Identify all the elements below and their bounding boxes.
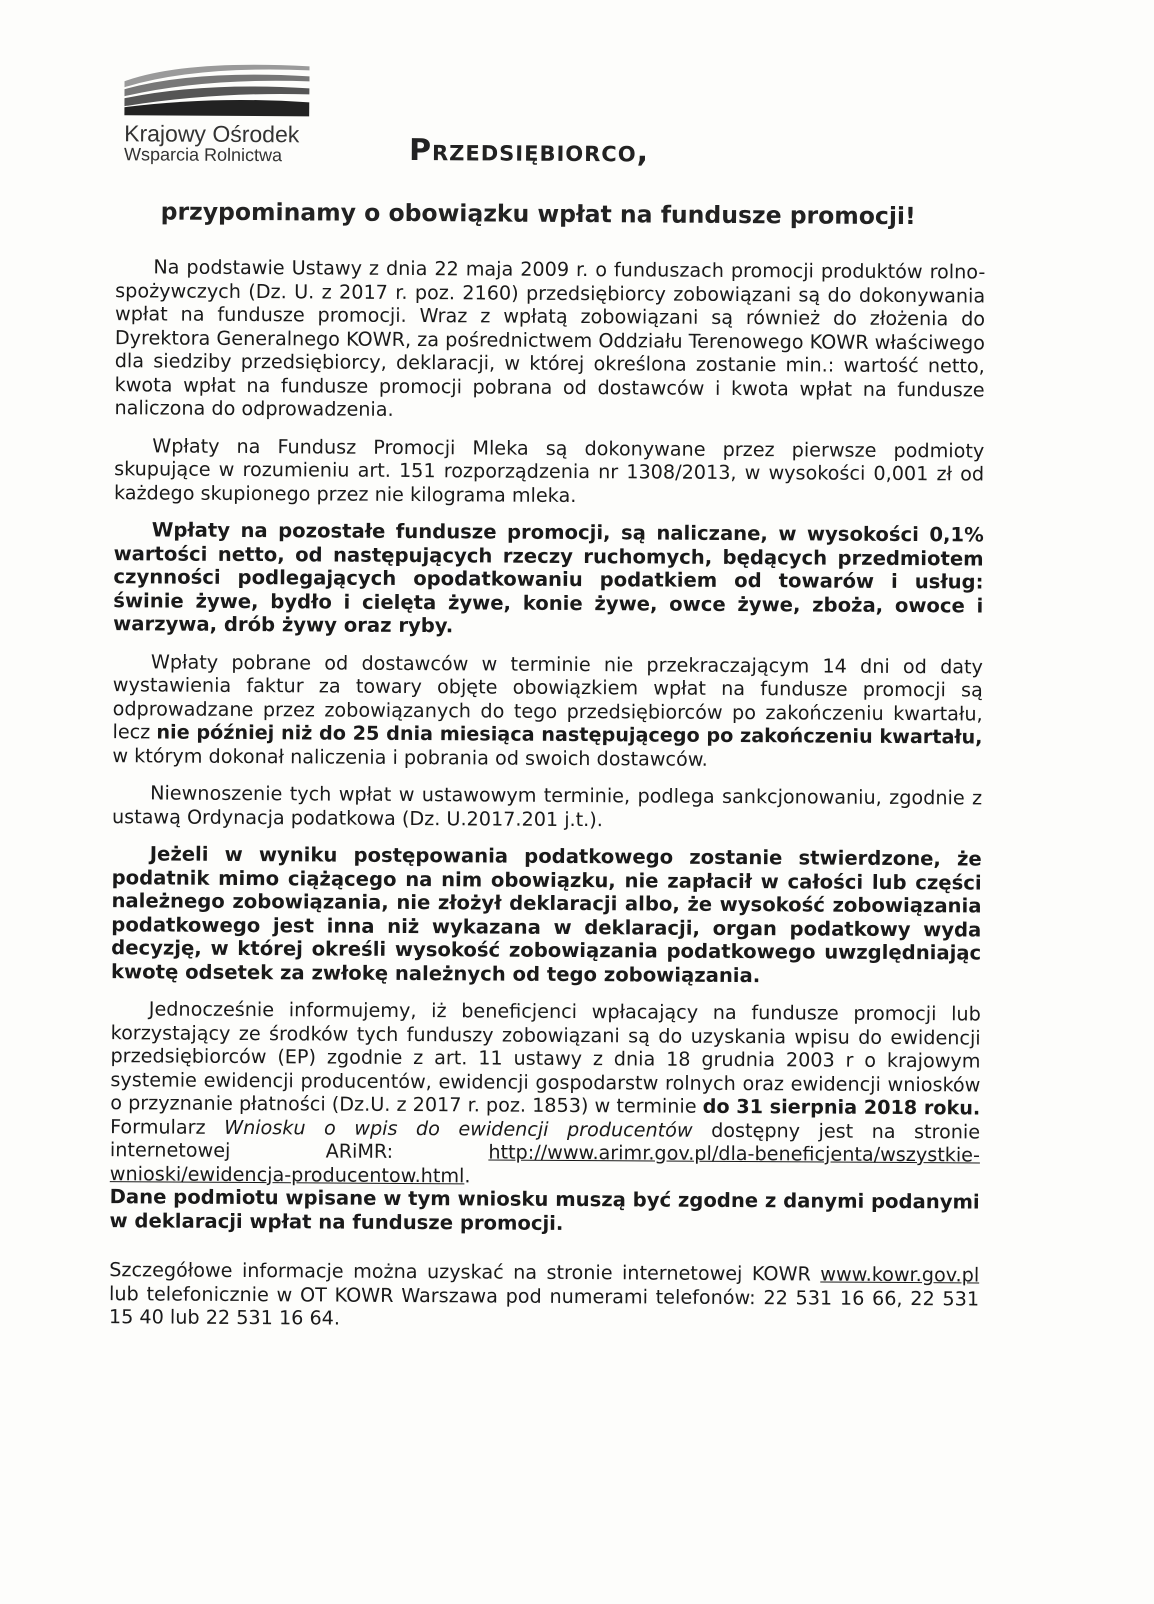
- page-subtitle: przypominamy o obowiązku wpłat na fundusze promocji!: [160, 197, 916, 231]
- p9-text-a: Szczegółowe informacje można uzyskać na stronie internetowej KOWR: [109, 1258, 821, 1286]
- p7-form-name: Wniosku o wpis do ewidencji producentów: [224, 1115, 693, 1142]
- paragraph-contact: [109, 1258, 979, 1334]
- p4-text-c: w którym dokonał naliczenia i pobrania od swoich dostawców.: [112, 743, 708, 771]
- logo-line-2: Wsparcia Rolnictwa: [123, 144, 283, 166]
- kowr-logo: [124, 59, 325, 165]
- paragraph-sanctions: Niewnoszenie tych wpłat w ustawowym terminie, podlega sankcjonowaniu, zgodnie z ustawą Ordynacja podatkowa (Dz. U.2017.201 j.t.).: [111, 781, 983, 831]
- page-title: Przedsiębiorco,: [408, 132, 650, 170]
- paragraph-milk-fund: Wpłaty na Fundusz Promocji Mleka są dokonywane przez pierwsze podmioty skupujące w rozumieniu art. 151 rozporządzenia nr 1308/2013, w wysokości 0,001 zł od każdego skupionego przez nie kilograma mleka.: [113, 433, 985, 507]
- paragraph-data-consistency: Dane podmiotu wpisane w tym wniosku muszą być zgodne z danymi podanymi w deklaracji wpłat na fundusze promocji.: [109, 1185, 980, 1235]
- arimr-link[interactable]: http://www.arimr.gov.pl/dla-beneficjenta/wszystkie-wnioski/ewidencja-producentow.html: [109, 1140, 981, 1187]
- p7-deadline-bold: do 31 sierpnia 2018 roku.: [702, 1094, 981, 1120]
- p7-text-c: Formularz: [110, 1114, 225, 1139]
- kowr-logo-stripes-icon: [124, 59, 309, 118]
- p7-text-a: Jednocześnie informujemy, iż beneficjenci wpłacający na fundusze promocji lub korzystający ze środków tych funduszy zobowiązani są do uzyskania wpisu do ewidencji przedsiębiorców (EP) zgodnie z art. 11 ustawy z dnia 18 grudnia 2003 r o krajowym systemie ewidencji producentów, ewidencji gospodarstw rolnych oraz ewidencji wniosków o przyznanie płatności (Dz.U. z 2017 r. poz. 1853) w terminie: [110, 997, 981, 1118]
- p4-text-a: Wpłaty pobrane od dostawców w terminie nie przekraczającym 14 dni od daty wystawienia faktur za towary objęte obowiązkiem wpłat na fundusze promocji są odprowadzane przez zobowiązanych do tego przedsiębiorców po zakończeniu kwartału, lecz: [112, 649, 984, 744]
- p9-text-b: lub telefonicznie w OT KOWR Warszawa pod numerami telefonów: 22 531 16 66, 22 531 15 40 lub 22 531 16 64.: [108, 1281, 980, 1330]
- paragraph-other-funds: Wpłaty na pozostałe fundusze promocji, są naliczane, w wysokości 0,1% wartości netto, od następujących rzeczy ruchomych, będących przedmiotem czynności podlegających opodatkowaniu podatkiem od towarów i usług: świnie żywe, bydło i cielęta żywe, konie żywe, owce żywe, zboża, owoce i warzywa, drób żywy oraz ryby.: [113, 518, 984, 638]
- document-body: [109, 255, 986, 1348]
- p7-text-f: .: [464, 1163, 471, 1187]
- paragraph-legal-basis: Na podstawie Ustawy z dnia 22 maja 2009 r. o funduszach promocji produktów rolno-spożywczych (Dz. U. z 2017 r. poz. 2160) przedsiębiorcy zobowiązani są do dokonywania wpłat na fundusze promocji. Wraz z wpłatą zobowiązani są również do złożenia do Dyrektora Generalnego KOWR, za pośrednictwem Oddziału Terenowego KOWR właściwego dla siedziby przedsiębiorcy, deklaracji, w której określona zostanie min.: wartość netto, kwota wpłat na fundusze promocji pobrana od dostawców i kwota wpłat na fundusze naliczona do odprowadzenia.: [114, 255, 986, 421]
- kowr-website-link[interactable]: www.kowr.gov.pl: [820, 1262, 980, 1287]
- paragraph-tax-decision: Jeżeli w wyniku postępowania podatkowego zostanie stwierdzone, że podatnik mimo ciążącego na nim obowiązku, nie zapłacił w całości lub części należnego zobowiązania, nie złożył deklaracji albo, że wysokość zobowiązania podatkowego jest inna niż wykazana w deklaracji, organ podatkowy wyda decyzję, w której określi wysokość zobowiązania podatkowego uwzględniając kwotę odsetek za zwłokę należnych od tego zobowiązania.: [110, 842, 982, 987]
- paragraph-payment-deadline: [112, 650, 983, 773]
- p4-deadline-bold: nie później niż do 25 dnia miesiąca następującego po zakończeniu kwartału,: [156, 720, 983, 749]
- logo-line-1: Krajowy Ośrodek: [124, 120, 300, 148]
- paragraph-registry: [110, 997, 981, 1190]
- p7-text-e: dostępny jest na stronie internetowej ARiMR:: [109, 1118, 981, 1164]
